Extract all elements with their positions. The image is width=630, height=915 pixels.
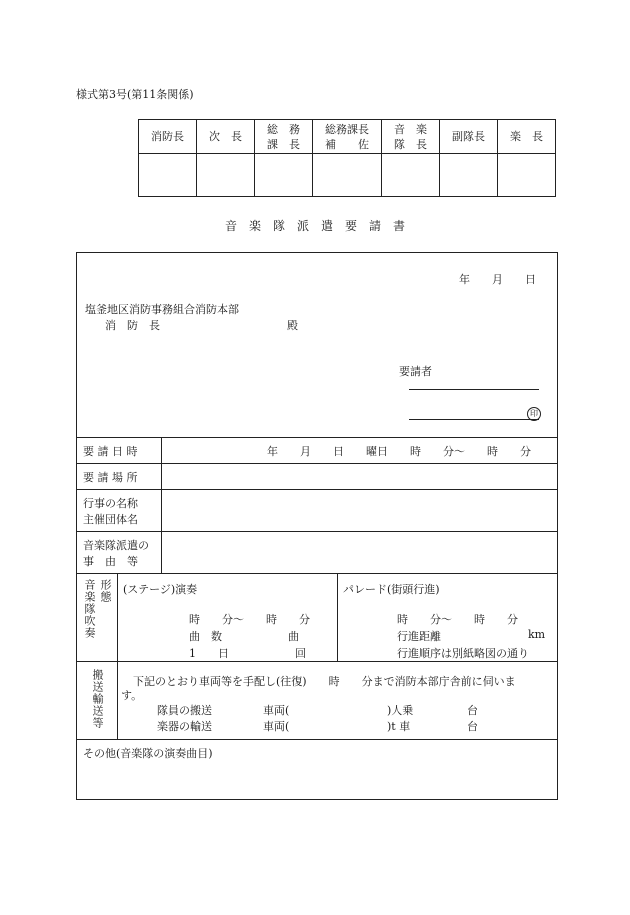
requester-line-2[interactable] [409, 419, 539, 420]
event-input[interactable] [167, 495, 551, 527]
stage-time[interactable]: 時 分～ 時 分 [189, 613, 310, 626]
member-unit: )人乗 [387, 704, 414, 717]
approval-header-cell: 音 楽 隊 長 [382, 120, 440, 154]
approval-header-cell: 総 務 課 長 [255, 120, 313, 154]
request-datetime-label: 要 請 日 時 [83, 445, 138, 458]
member-transport-label: 隊員の搬送 [157, 704, 212, 717]
approval-header-cell: 副隊長 [440, 120, 498, 154]
reason-input[interactable] [167, 537, 551, 569]
form-number: 様式第3号(第11条関係) [76, 88, 194, 101]
organizer-label: 主催団体名 [83, 513, 138, 526]
approval-header-cell: 次 長 [197, 120, 255, 154]
other-input[interactable] [83, 763, 549, 793]
transport-text: 下記のとおり車両等を手配し(往復) 時 分まで消防本部庁舎前に伺いま [133, 675, 516, 688]
reason-label-1: 音楽隊派遣の [83, 539, 149, 552]
approval-stamp-cell[interactable] [139, 154, 197, 197]
parade-distance-unit: km [528, 628, 546, 641]
instrument-unit: )t 車 [387, 720, 411, 733]
other-label: その他(音楽隊の演奏曲目) [83, 747, 213, 760]
reason-label-2: 事 由 等 [83, 555, 138, 568]
parade-time[interactable]: 時 分～ 時 分 [397, 613, 518, 626]
instrument-transport-label: 楽器の輸送 [157, 720, 212, 733]
addressee-title: 消 防 長 [105, 319, 160, 332]
request-datetime-input[interactable]: 年 月 日 曜日 時 分～ 時 分 [267, 445, 531, 458]
approval-stamp-cell[interactable] [498, 154, 556, 197]
stage-songs[interactable]: 曲 数 曲 [189, 630, 299, 643]
event-name-label: 行事の名称 [83, 497, 138, 510]
request-place-input[interactable] [167, 467, 551, 485]
approval-stamp-cell[interactable] [440, 154, 498, 197]
member-count[interactable]: 台 [467, 704, 478, 717]
page-title: 音 楽 隊 派 遣 要 請 書 [224, 219, 405, 233]
instrument-count[interactable]: 台 [467, 720, 478, 733]
stage-count[interactable]: 1 日 回 [189, 647, 306, 660]
request-form [76, 252, 558, 800]
stage-title: (ステージ)演奏 [123, 583, 198, 596]
performance-label: 音楽隊吹奏 [83, 579, 96, 639]
approval-stamp-cell[interactable] [313, 154, 382, 197]
seal-icon: 印 [527, 407, 541, 421]
approval-stamp-cell[interactable] [382, 154, 440, 197]
parade-distance-label: 行進距離 [397, 630, 441, 643]
approval-stamp-cell[interactable] [197, 154, 255, 197]
transport-text-cont: す。 [121, 689, 143, 702]
honorific: 殿 [287, 319, 298, 332]
transport-label: 搬送輸送等 [91, 669, 104, 729]
request-place-label: 要 請 場 所 [83, 471, 138, 484]
approval-header-cell: 総務課長 補 佐 [313, 120, 382, 154]
requester-label: 要請者 [399, 365, 432, 378]
requester-line-1[interactable] [409, 389, 539, 390]
approval-stamp-cell[interactable] [255, 154, 313, 197]
addressee-org: 塩釜地区消防事務組合消防本部 [85, 303, 239, 316]
approval-header-cell: 楽 長 [498, 120, 556, 154]
member-vehicle[interactable]: 車両( [263, 704, 290, 717]
instrument-vehicle[interactable]: 車両( [263, 720, 290, 733]
date-field[interactable]: 年 月 日 [459, 273, 536, 286]
performance-label-form: 形態 [99, 579, 112, 603]
parade-order: 行進順序は別紙略図の通り [397, 647, 529, 660]
parade-title: パレード(街頭行進) [343, 583, 440, 596]
approval-header-cell: 消防長 [139, 120, 197, 154]
approval-table [138, 119, 556, 197]
